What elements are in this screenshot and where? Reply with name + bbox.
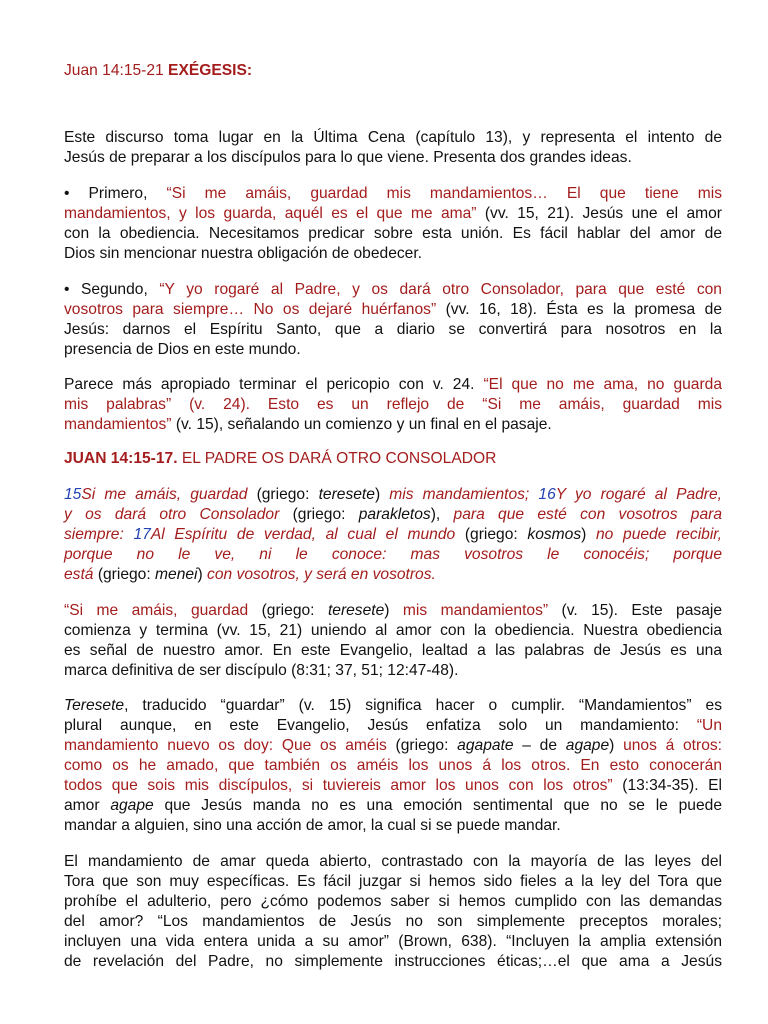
mandate-line: del amor? “Los mandamientos de Jesús no son simplemente preceptos morales; — [64, 913, 722, 930]
verse-line: porque no le ve, ni le conoce: mas vosotros le conocéis; porque — [64, 546, 722, 563]
mandate-line: incluyen una vida entera unida a su amor” (Brown, 638). “Incluyen la amplia extensión — [64, 933, 722, 950]
verse-line: siempre: 17Al Espíritu de verdad, al cual el mundo (griego: kosmos) no puede recibir, — [64, 526, 722, 543]
teresete-line: Teresete, traducido “guardar” (v. 15) significa hacer o cumplir. “Mandamientos” es — [64, 697, 722, 714]
verse-number: 17 — [133, 526, 151, 543]
commentary-line: es señal de nuestro amor. En este Evangelio, lealtad a las palabras de Jesús es una — [64, 642, 722, 659]
teresete-line: todos que sois mis discípulos, si tuviereis amor los unos con los otros” (13:34-35). El — [64, 777, 722, 794]
verse-number: 15 — [64, 486, 82, 503]
section-heading: JUAN 14:15-17. EL PADRE OS DARÁ OTRO CONSOLADOR — [64, 450, 497, 467]
mandate-line: de revelación del Padre, no simplemente instrucciones éticas;…el que ama a Jesús — [64, 953, 722, 970]
mandate-line: prohíbe el adulterio, pero ¿cómo podemos saber si hemos cumplido con las demandas — [64, 893, 722, 910]
second-idea-line: vosotros para siempre… No os dejaré huérfanos” (vv. 16, 18). Ésta es la promesa de — [64, 301, 722, 318]
verse-line: está (griego: menei) con vosotros, y será en vosotros. — [64, 566, 436, 583]
exegesis-heading: Juan 14:15-21 EXÉGESIS: — [64, 62, 253, 79]
first-idea-line: mandamientos, y los guarda, aquél es el que me ama” (vv. 15, 21). Jesús une el amor — [64, 205, 722, 222]
verse-line: y os dará otro Consolador (griego: parakletos), para que esté con vosotros para — [64, 506, 722, 523]
pericope-line: mandamientos” (v. 15), señalando un comienzo y un final en el pasaje. — [64, 416, 552, 433]
pericope-line: mis palabras” (v. 24). Esto es un reflejo de “Si me amáis, guardad mis — [64, 396, 722, 413]
commentary-line: marca definitiva de ser discípulo (8:31; 37, 51; 12:47-48). — [64, 662, 459, 679]
teresete-line: como os he amado, que también os améis los unos á los otros. En esto conocerán — [64, 757, 722, 774]
teresete-line: mandar a alguien, sino una acción de amor, la cual si se puede mandar. — [64, 817, 561, 834]
first-idea-line: Dios sin mencionar nuestra obligación de obedecer. — [64, 245, 423, 262]
second-idea-line: presencia de Dios en este mundo. — [64, 341, 301, 358]
intro-line: Jesús de preparar a los discípulos para lo que viene. Presenta dos grandes ideas. — [64, 149, 632, 166]
intro-line: Este discurso toma lugar en la Última Cena (capítulo 13), y representa el intento de — [64, 129, 722, 146]
teresete-line: mandamiento nuevo os doy: Que os améis (griego: agapate – de agape) unos á otros: — [64, 737, 723, 754]
teresete-line: amor agape que Jesús manda no es una emoción sentimental que no se le puede — [64, 797, 722, 814]
verse-number: 16 — [529, 486, 556, 503]
first-idea-line: con la obediencia. Necesitamos predicar sobre esta unión. Es fácil hablar del amor de — [64, 225, 722, 242]
mandate-line: Tora que son muy específicas. Es fácil juzgar si hemos sido fieles a la ley del Tora que — [64, 873, 722, 890]
commentary-line: comienza y termina (vv. 15, 21) uniendo al amor con la obediencia. Nuestra obediencia — [64, 622, 722, 639]
first-idea-line: • Primero, “Si me amáis, guardad mis mandamientos… El que tiene mis — [64, 185, 722, 202]
second-idea-line: • Segundo, “Y yo rogaré al Padre, y os dará otro Consolador, para que esté con — [64, 281, 722, 298]
pericope-line: Parece más apropiado terminar el pericopio con v. 24. “El que no me ama, no guarda — [64, 376, 723, 393]
verse-line: 15Si me amáis, guardad (griego: teresete) mis mandamientos; 16Y yo rogaré al Padre, — [64, 486, 723, 503]
second-idea-line: Jesús: darnos el Espíritu Santo, que a diario se convertirá para nosotros en la — [64, 321, 722, 338]
mandate-line: El mandamiento de amar queda abierto, contrastado con la mayoría de las leyes del — [64, 853, 722, 870]
commentary-line: “Si me amáis, guardad (griego: teresete) mis mandamientos” (v. 15). Este pasaje — [64, 602, 723, 619]
teresete-line: plural aunque, en este Evangelio, Jesús enfatiza solo un mandamiento: “Un — [64, 717, 722, 734]
